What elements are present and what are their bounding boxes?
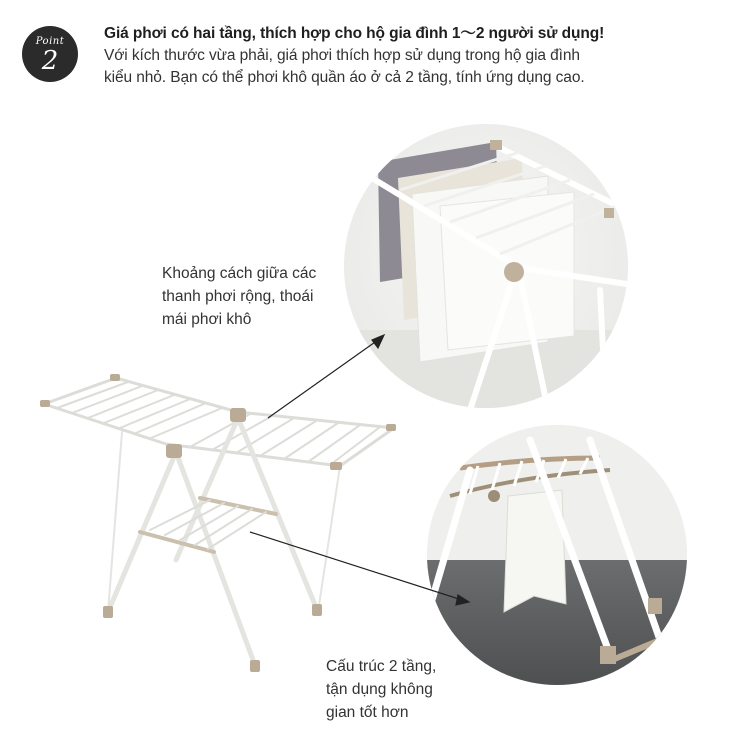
callout-2-line-3: gian tốt hơn — [326, 704, 409, 721]
callout-wide-spacing — [162, 262, 372, 331]
body-line-2: kiểu nhỏ. Bạn có thể phơi khô quần áo ở cả 2 tầng, tính ứng dụng cao. — [104, 69, 585, 86]
callout-1-line-3: mái phơi khô — [162, 311, 252, 328]
point-badge-word: Point — [35, 36, 65, 47]
point-badge-number: 2 — [41, 46, 59, 76]
pointer-line-top — [268, 340, 378, 418]
callout-1-line-1: Khoảng cách giữa các — [162, 265, 317, 282]
body-line-1: Với kích thước vừa phải, giá phơi thích hợp sử dụng trong hộ gia đình — [104, 47, 580, 64]
detail-photo-top — [340, 124, 640, 420]
callout-2-line-1: Cấu trúc 2 tầng, — [326, 658, 437, 675]
callout-2-line-2: tận dụng không — [326, 681, 433, 698]
rack-legs — [108, 418, 340, 668]
drying-rack — [40, 374, 396, 672]
rack-left-wing — [44, 378, 238, 444]
rack-right-wing — [166, 412, 394, 466]
callout-two-tier — [326, 655, 486, 724]
callout-1-line-2: thanh phơi rộng, thoái — [162, 288, 314, 305]
headline: Giá phơi có hai tầng, thích hợp cho hộ gia đình 1～2 người sử dụng! — [104, 25, 605, 42]
